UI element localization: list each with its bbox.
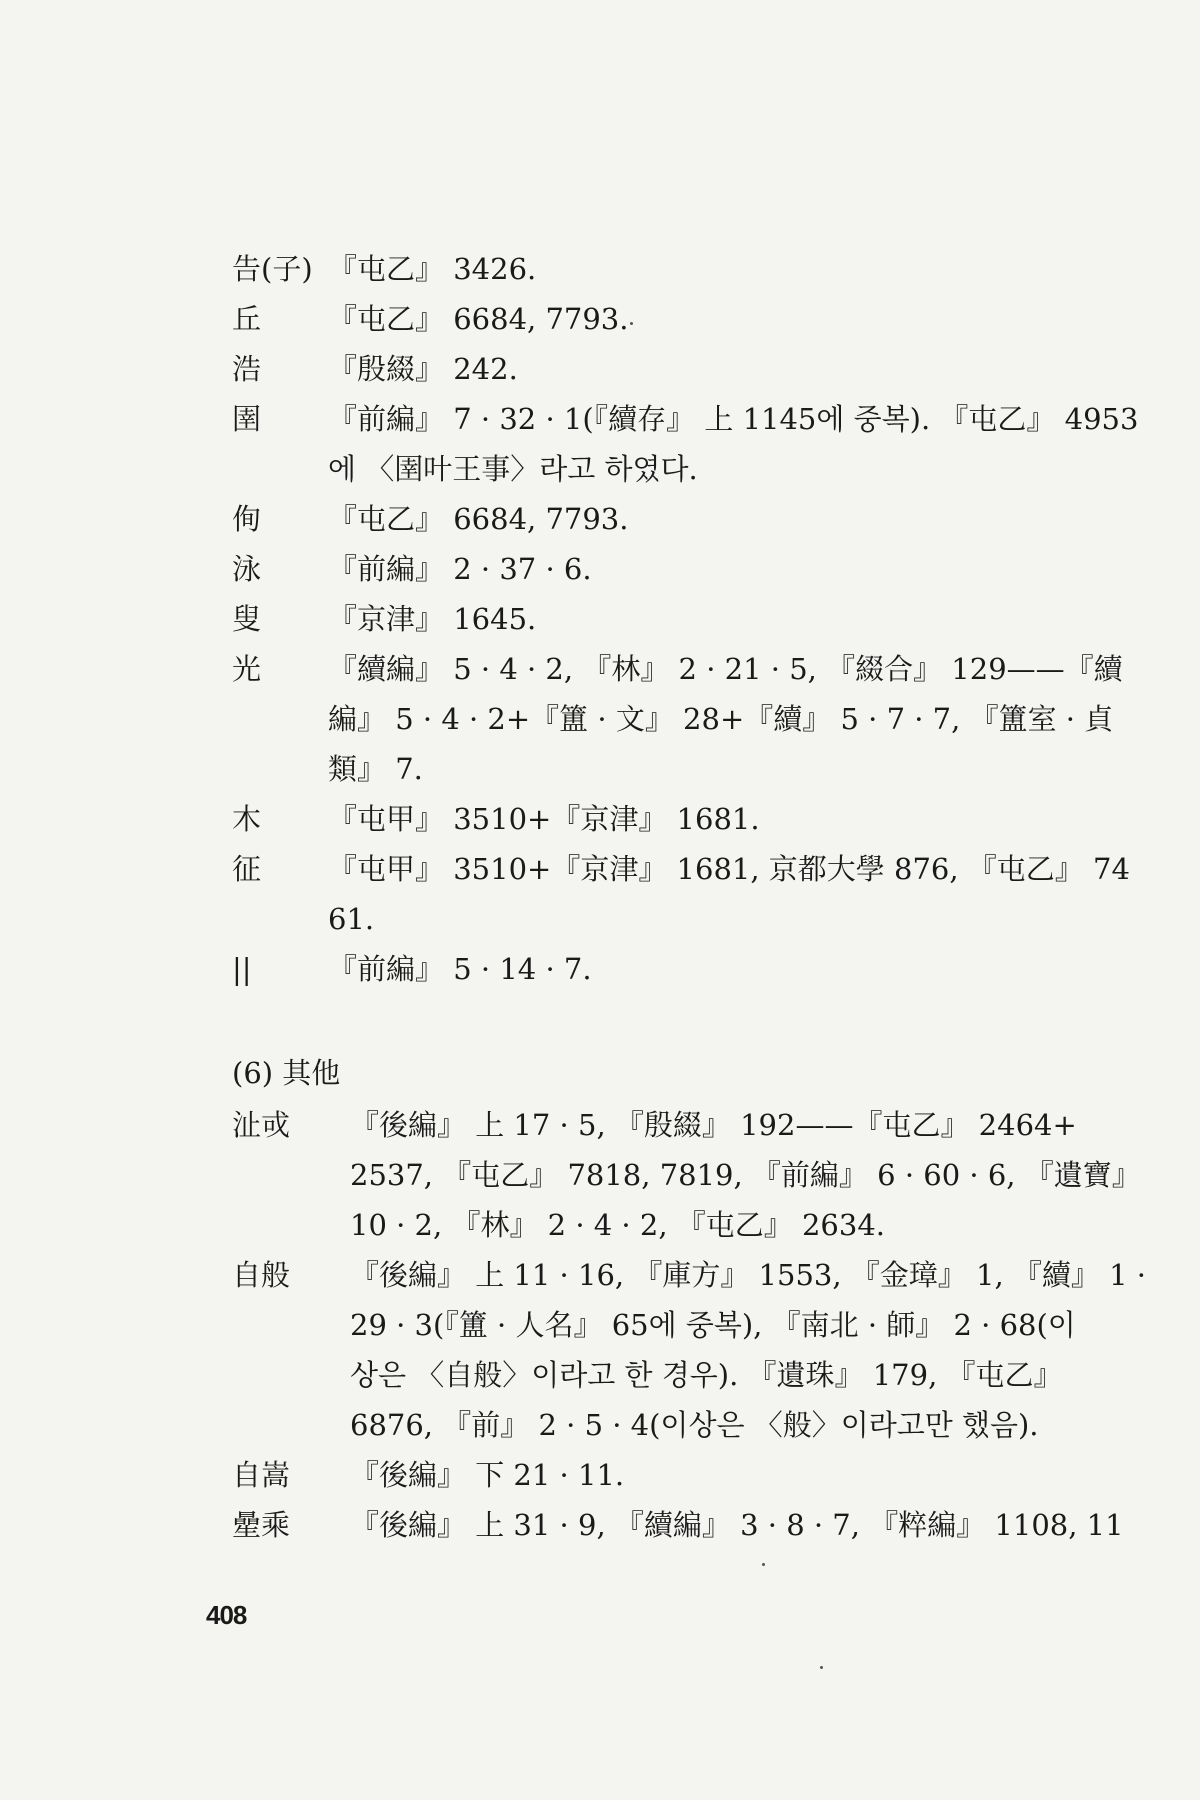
scan-speck xyxy=(820,1666,823,1669)
entry-line: 10 · 2, 『林』 2 · 4 · 2, 『屯乙』 2634. xyxy=(350,1208,885,1242)
entry-body xyxy=(350,1250,1146,1450)
entry-head: 告(子) xyxy=(232,252,313,286)
entry-body xyxy=(350,1100,1141,1250)
entry-line: 『屯甲』 3510+『京津』 1681. xyxy=(328,802,760,836)
entry-line: 『前編』 7 · 32 · 1(『續存』 上 1145에 중복). 『屯乙』 4953 xyxy=(328,402,1139,436)
entry-body xyxy=(328,944,1062,994)
entry-head: 自嵩 xyxy=(232,1458,291,1492)
entry-line: 상은 〈自般〉이라고 한 경우). 『遺珠』 179, 『屯乙』 xyxy=(350,1358,1063,1392)
entry-zheng xyxy=(232,844,1130,944)
entry-head: 征 xyxy=(232,852,262,886)
entry-line: 6876, 『前』 2 · 5 · 4(이상은 〈般〉이라고만 했음). xyxy=(350,1408,1039,1442)
entry-body xyxy=(328,394,1139,494)
entry-head: 圉 xyxy=(232,402,262,436)
entry-body xyxy=(328,544,1062,594)
entry-body xyxy=(328,794,1062,844)
entry-head: 浩 xyxy=(232,352,262,386)
section-title: (6) 其他 xyxy=(232,1056,341,1090)
entry-body xyxy=(328,344,1062,394)
entry-line: 『後編』 下 21 · 11. xyxy=(350,1458,625,1492)
entry-zhi-yue xyxy=(232,1100,1141,1250)
entry-head: 丘 xyxy=(232,302,262,336)
entry-head: 自般 xyxy=(232,1258,291,1292)
entry-sou xyxy=(232,594,1062,644)
entry-line: 『屯乙』 6684, 7793. xyxy=(328,302,629,336)
entry-body xyxy=(350,1450,1062,1500)
scan-speck xyxy=(762,1563,765,1566)
entry-line: 『續編』 5 · 4 · 2, 『林』 2 · 21 · 5, 『綴合』 129——『續 xyxy=(328,652,1123,686)
entry-head: 侚 xyxy=(232,502,262,536)
entry-line: 2537, 『屯乙』 7818, 7819, 『前編』 6 · 60 · 6, 『遺寶』 xyxy=(350,1158,1141,1192)
entry-qiu xyxy=(232,294,1062,344)
entry-head: || xyxy=(232,952,252,986)
entry-body xyxy=(328,594,1062,644)
entry-head: 沚戓 xyxy=(232,1108,291,1142)
entry-line: 61. xyxy=(328,902,375,936)
entry-gao-zi xyxy=(232,244,1062,294)
entry-line: 編』 5 · 4 · 2+『簠 · 文』 28+『續』 5 · 7 · 7, 『簠室 · 貞 xyxy=(328,702,1114,736)
entry-line: 類』 7. xyxy=(328,752,423,786)
entry-guang xyxy=(232,644,1123,794)
entry-line: 『後編』 上 11 · 16, 『庫方』 1553, 『金璋』 1, 『續』 1 · xyxy=(350,1258,1146,1292)
entry-head: 泳 xyxy=(232,552,262,586)
entry-yong xyxy=(232,544,1062,594)
entry-body xyxy=(328,494,1062,544)
entry-line: 『屯乙』 6684, 7793. xyxy=(328,502,629,536)
entry-body xyxy=(350,1500,1124,1550)
entry-mu xyxy=(232,794,1062,844)
entry-head: 木 xyxy=(232,802,262,836)
entry-body xyxy=(328,844,1130,944)
entry-yu xyxy=(232,394,1139,494)
entry-line: 『屯甲』 3510+『京津』 1681, 京都大學 876, 『屯乙』 74 xyxy=(328,852,1130,886)
entry-line: 29 · 3(『簠 · 人名』 65에 중복), 『南北 · 師』 2 · 68(이 xyxy=(350,1308,1076,1342)
entry-head: 曐乘 xyxy=(232,1508,291,1542)
entry-zi-song xyxy=(232,1450,1062,1500)
entry-line: 『前編』 2 · 37 · 6. xyxy=(328,552,592,586)
entry-line: 『殷綴』 242. xyxy=(328,352,518,386)
page-number: 408 xyxy=(206,1600,247,1630)
entry-zi-ban xyxy=(232,1250,1146,1450)
entry-line: 『京津』 1645. xyxy=(328,602,537,636)
scan-speck xyxy=(630,322,633,325)
entry-xun xyxy=(232,494,1062,544)
entry-line: 『前編』 5 · 14 · 7. xyxy=(328,952,592,986)
entry-line: 『後編』 上 17 · 5, 『殷綴』 192——『屯乙』 2464+ xyxy=(350,1108,1077,1142)
entry-body xyxy=(328,244,1062,294)
entry-double-bar xyxy=(232,944,1062,994)
entry-line: 『後編』 上 31 · 9, 『續編』 3 · 8 · 7, 『粹編』 1108, 11 xyxy=(350,1508,1124,1542)
entry-line: 『屯乙』 3426. xyxy=(328,252,537,286)
entry-body xyxy=(328,294,1062,344)
entry-head: 光 xyxy=(232,652,262,686)
entry-xing-cheng xyxy=(232,1500,1124,1550)
entry-head: 叟 xyxy=(232,602,262,636)
entry-hao xyxy=(232,344,1062,394)
entry-body xyxy=(328,644,1123,794)
entry-line: 에 〈圉叶王事〉라고 하였다. xyxy=(328,452,698,486)
